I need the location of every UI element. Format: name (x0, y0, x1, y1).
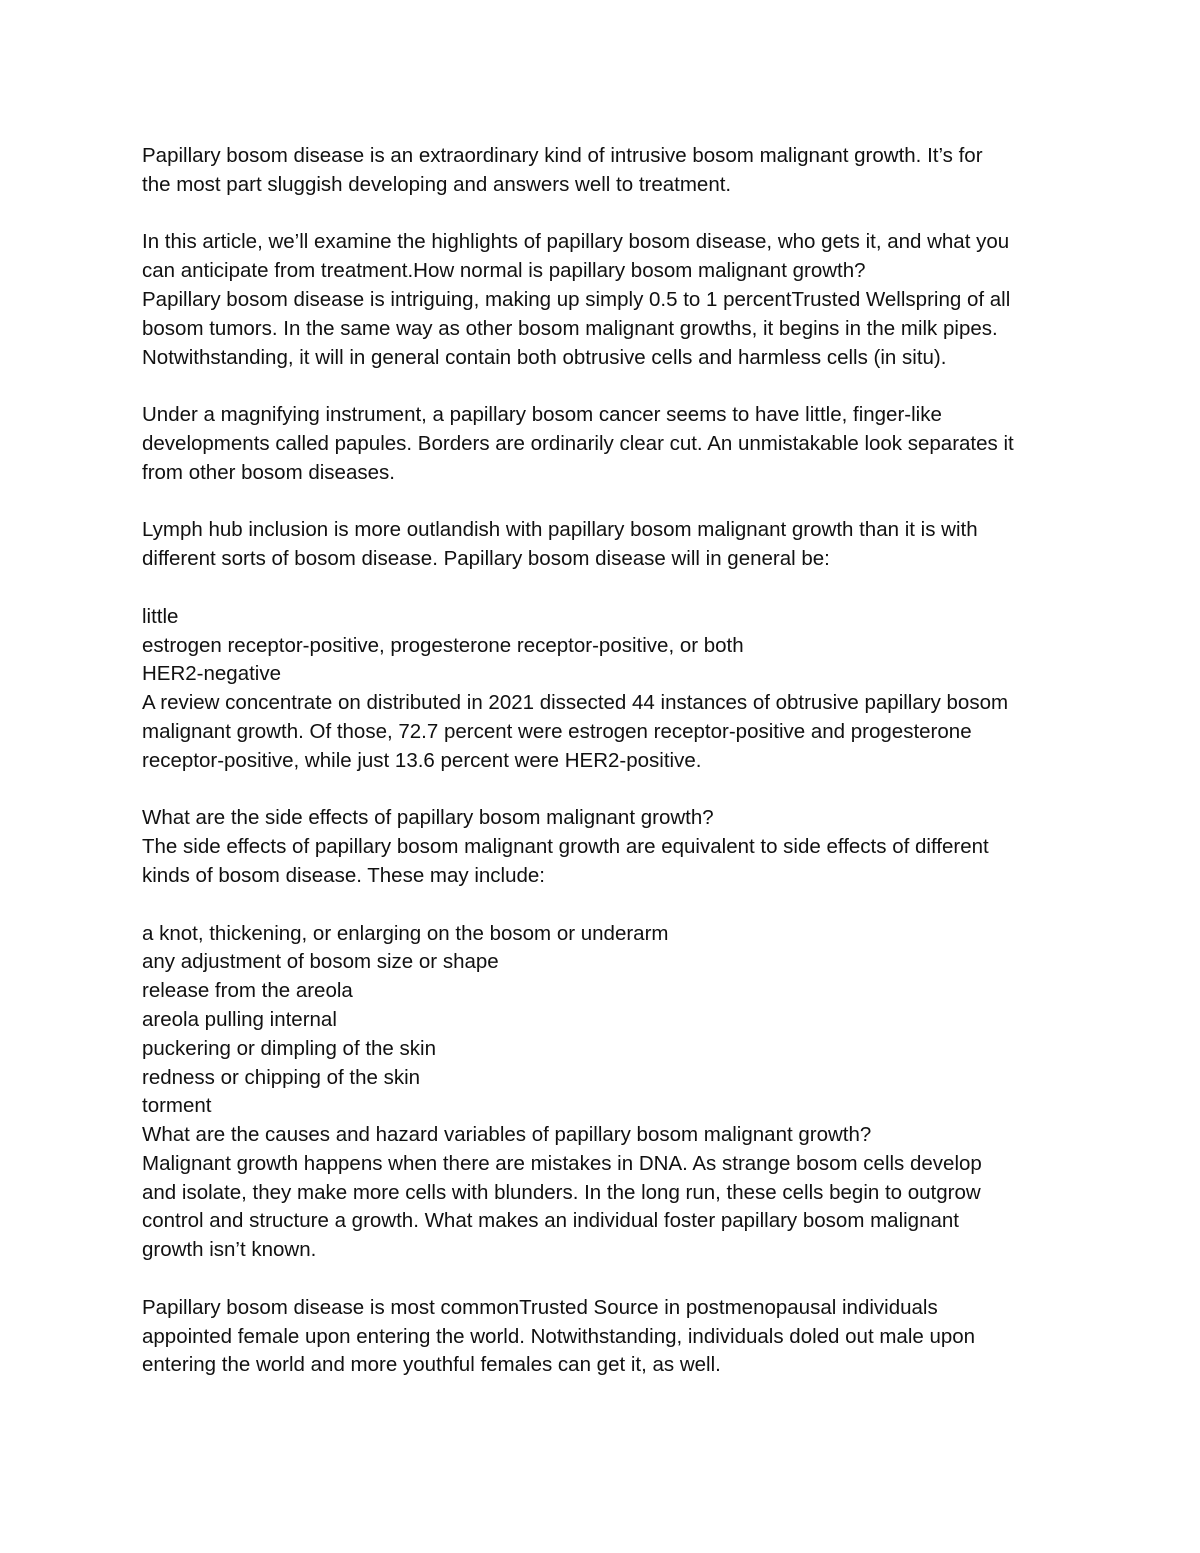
text-line: Under a magnifying instrument, a papillary bosom cancer seems to have little, finger-like (142, 403, 942, 427)
text-line: Lymph hub inclusion is more outlandish with papillary bosom malignant growth than it is with (142, 518, 978, 542)
list-item: puckering or dimpling of the skin (142, 1036, 436, 1060)
text-line: different sorts of bosom disease. Papillary bosom disease will in general be: (142, 547, 830, 571)
text-line: Malignant growth happens when there are mistakes in DNA. As strange bosom cells develop (142, 1151, 982, 1175)
text-line: The side effects of papillary bosom malignant growth are equivalent to side effects of different (142, 835, 989, 859)
text-line: In this article, we’ll examine the highlights of papillary bosom disease, who gets it, and what you (142, 230, 1010, 254)
text-line: from other bosom diseases. (142, 460, 395, 484)
text-line: control and structure a growth. What makes an individual foster papillary bosom malignant (142, 1209, 959, 1233)
text-line: can anticipate from treatment.How normal is papillary bosom malignant growth? (142, 259, 866, 283)
list-item: release from the areola (142, 979, 353, 1003)
paragraph-break (142, 574, 1072, 603)
list-item: torment (142, 1094, 212, 1118)
section-heading: What are the side effects of papillary bosom malignant growth? (142, 806, 714, 830)
text-line: bosom tumors. In the same way as other bosom malignant growths, it begins in the milk pipes. (142, 316, 998, 340)
list-item: redness or chipping of the skin (142, 1065, 421, 1089)
text-line: Papillary bosom disease is most commonTrusted Source in postmenopausal individuals (142, 1295, 938, 1319)
text-line: growth isn’t known. (142, 1238, 317, 1262)
text-line: entering the world and more youthful females can get it, as well. (142, 1353, 721, 1377)
text-line: appointed female upon entering the world. Notwithstanding, individuals doled out male upon (142, 1324, 976, 1348)
text-line: Papillary bosom disease is intriguing, making up simply 0.5 to 1 percentTrusted Wellspring of all (142, 287, 1011, 311)
document-page (142, 142, 1072, 1380)
section-heading: What are the causes and hazard variables of papillary bosom malignant growth? (142, 1123, 872, 1147)
list-item: little (142, 604, 179, 628)
text-line: receptor-positive, while just 13.6 percent were HER2-positive. (142, 748, 702, 772)
paragraph-break (142, 488, 1072, 517)
list-item: areola pulling internal (142, 1007, 337, 1031)
list-item: any adjustment of bosom size or shape (142, 950, 499, 974)
text-line: and isolate, they make more cells with blunders. In the long run, these cells begin to outgrow (142, 1180, 981, 1204)
list-item: HER2-negative (142, 662, 282, 686)
text-line: kinds of bosom disease. These may include: (142, 863, 546, 887)
list-item: a knot, thickening, or enlarging on the bosom or underarm (142, 921, 669, 945)
list-item: estrogen receptor-positive, progesterone receptor-positive, or both (142, 633, 744, 657)
paragraph-break (142, 891, 1072, 920)
text-line: the most part sluggish developing and answers well to treatment. (142, 172, 732, 196)
text-line: Papillary bosom disease is an extraordinary kind of intrusive bosom malignant growth. It’s for (142, 144, 983, 167)
text-line: Notwithstanding, it will in general contain both obtrusive cells and harmless cells (in situ). (142, 345, 947, 369)
paragraph-break (142, 776, 1072, 805)
text-line: malignant growth. Of those, 72.7 percent were estrogen receptor-positive and progesterone (142, 719, 972, 743)
paragraph-break (142, 372, 1072, 401)
paragraph-break (142, 1265, 1072, 1294)
text-line: developments called papules. Borders are ordinarily clear cut. An unmistakable look separates it (142, 431, 1014, 455)
text-line: A review concentrate on distributed in 2021 dissected 44 instances of obtrusive papillary bosom (142, 691, 1009, 715)
paragraph-break (142, 200, 1072, 229)
